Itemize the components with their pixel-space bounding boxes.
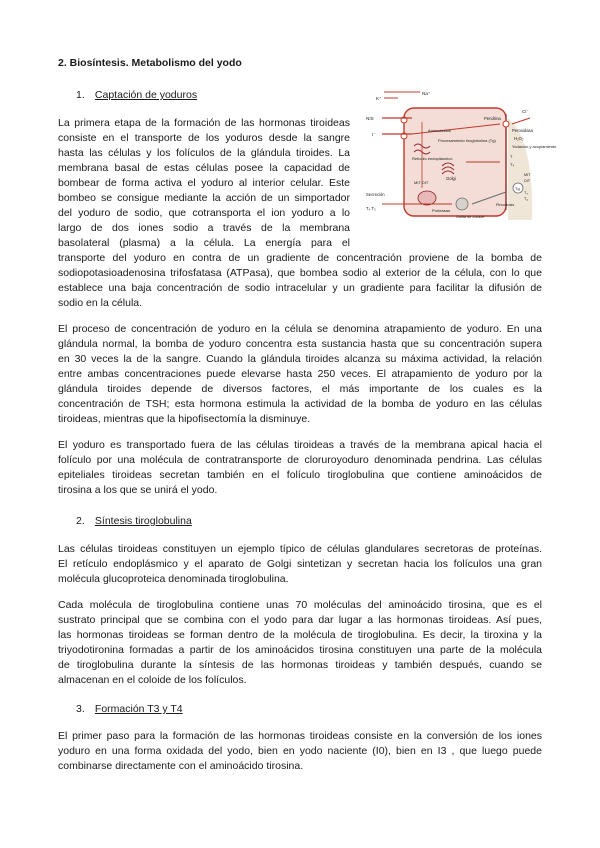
text-line: transporte del yoduro en contra de un gradiente de concentración proviene de la bomba de [58, 252, 542, 264]
text-line: basolateral (plasma) a la célula. La energía para el [58, 237, 350, 249]
text-line: concentración de TSH; esta hormona estimula la actividad de la bomba de yoduro en las células [58, 398, 542, 410]
label-na: Na⁺ [422, 91, 431, 96]
label-t3-colloid: T₃ [524, 191, 528, 195]
label-yodacion: Yodación y acoplamiento [512, 144, 557, 149]
label-procesamiento: Procesamiento tiroglobulina (Tg) [438, 138, 496, 143]
text-line: folículo por una molécula de contratransporte de cloruroyoduro denominada pendrina. Las células [58, 454, 542, 466]
text-line: El retículo endoplásmico y el aparato de Golgi sintetizan y secretan hacia los folículos una gran [58, 558, 542, 570]
pendrin-transporter [503, 121, 509, 127]
label-h2o2: H₂O₂ [514, 136, 524, 141]
section-number: 1. [76, 89, 85, 101]
arrow-iodide-colloid [512, 118, 530, 124]
text-line: sustrato principal que se combina con el yodo para dar lugar a las hormonas tiroideas. Así pues, [58, 614, 542, 626]
text-line: sodio en la célula. [58, 297, 143, 309]
text-line: tiroideas, mientras que la hipofisectomía la disminuye. [58, 413, 311, 425]
text-line: establece una baja concentración de sodio intracelular y un gradiente para facilitar la difusión de [58, 282, 542, 294]
section-number: 2. [76, 515, 85, 527]
label-t4-side: T₄ [510, 162, 515, 167]
paragraph-celulas-secretoras [58, 542, 542, 587]
label-pendrina: Pendrina [484, 116, 501, 121]
section-heading-captacion [76, 89, 197, 101]
section-number: 3. [76, 703, 85, 715]
paragraph-oxidacion [58, 729, 542, 774]
section-heading-text: Captación de yoduros [94, 89, 198, 101]
paragraph-captacion-intro-wrapped [58, 116, 350, 251]
text-line: bombear de forma activa el yoduro al interior celular. Este [58, 177, 350, 189]
text-line: triyodotironina formadas a partir de los aminoácidos tirosina constituyen una parte de la molécula [58, 644, 542, 656]
text-line: La primera etapa de la formación de las hormonas tiroideas [58, 117, 350, 129]
label-peroxidasa: Peroxidasa [512, 128, 533, 133]
colloid-droplet [456, 198, 468, 210]
text-line: El proceso de concentración de yoduro en la célula se denomina atrapamiento de yoduro. En una [58, 323, 542, 335]
paragraph-tirosina [58, 598, 542, 688]
label-cl: Cl⁻ [522, 109, 529, 114]
paragraph-pendrina [58, 438, 542, 498]
text-line: bombeo se consigue mediante la acción de un simportador [58, 192, 350, 204]
text-line: consiste en el transporte de los yoduros desde la sangre [58, 132, 350, 144]
section-heading-text: Síntesis tiroglobulina [94, 515, 192, 527]
label-aminoacidos: Aminoácidos [428, 128, 451, 133]
text-line: El primer paso para la formación de las hormonas tiroideas consiste en la conversión de los iones [58, 730, 542, 742]
text-line: de tiroglobulina durante la síntesis de las hormonas tiroideas y también después, cuando se [58, 659, 542, 671]
label-t-vertical: T [510, 154, 513, 159]
text-line: las hormonas tiroideas se forman dentro de la molécula de tiroglobulina. Es decir, la tiroxina y la [58, 629, 542, 641]
text-line: sodiopotasioadenosina trifosfatasa (ATPasa), que bombea sodio al exterior de la célula, con lo que [58, 267, 542, 279]
label-nis: NIS [366, 116, 374, 121]
label-secrecion: Secreción [366, 192, 385, 197]
text-line: tirosina a los que se unirá el yodo. [58, 484, 218, 496]
document-title: 2. Biosíntesis. Metabolismo del yodo [58, 57, 242, 69]
label-reticulo: Retículo endoplásmico [412, 156, 453, 161]
label-pinocitosis: Pinocitosis [496, 203, 515, 207]
section-heading-formacion [76, 703, 183, 715]
label-proteasas: Proteasas [432, 208, 451, 213]
text-line: Cada molécula de tiroglobulina contiene unas 70 moléculas del aminoácido tirosina, que es el [58, 599, 542, 611]
label-k: K⁺ [376, 96, 382, 101]
label-golgi: Golgi [446, 176, 456, 181]
nucleus [418, 191, 436, 205]
label-t4-t3: T₄ T₃ [366, 206, 376, 211]
text-line: membrana basal de estas células posee la capacidad de [58, 162, 350, 174]
text-line: molécula glucoproteica denominada tiroglobulina. [58, 573, 289, 585]
label-gotita: Gotita de coloide [456, 215, 485, 219]
label-dit: DIT [524, 179, 531, 183]
text-line: almacenan en el coloide de los folículos. [58, 674, 247, 686]
text-line: Las células tiroideas constituyen un ejemplo típico de células glandulares secretoras de proteínas. [58, 543, 542, 555]
text-line: glándula tiroides depende de diversos factores, el más importante de los cuales es la [58, 383, 542, 395]
section-heading-tiroglobulina [76, 515, 192, 527]
label-mit-dit: MIT DIT [414, 180, 429, 185]
text-line: hasta las células y los folículos de la glándula tiroides. La [58, 147, 350, 159]
label-mit: MIT [524, 173, 531, 177]
text-line: del yoduro de sodio, que cotransporta el ion yoduro a lo [58, 207, 350, 219]
text-line: combinarse directamente con el aminoácido tirosina. [58, 760, 304, 772]
text-line: epiteliales tiroideas secretan también en el folículo tiroglobulina que contiene aminoácidos de [58, 469, 542, 481]
label-i-minus: I⁻ [372, 132, 376, 137]
label-t4-colloid: T₄ [524, 197, 528, 201]
text-line: El yoduro es transportado fuera de las células tiroideas a través de la membrana apical hacia el [58, 439, 542, 451]
text-line: glándula normal, la bomba de yoduro concentra esta sustancia hasta que su concentración supera [58, 338, 542, 350]
text-line: yoduro en una forma oxidada del yodo, bien en yodo naciente (I0), bien en I3 , que luego puede [58, 745, 542, 757]
label-tg: Tg [515, 186, 520, 191]
text-line: largo de dos iones sodio a través de la membrana [58, 222, 350, 234]
thyroid-cell-diagram [362, 80, 557, 228]
text-line: en 30 veces la de la sangre. Cuando la glándula tiroides alcanza su máxima actividad, la relación [58, 353, 542, 365]
paragraph-captacion-intro-full [58, 251, 542, 311]
diagram-svg [362, 80, 557, 228]
text-line: entre ambas concentraciones puede elevarse hasta 250 veces. El atrapamiento de yoduro por la [58, 368, 542, 380]
paragraph-atrapamiento [58, 322, 542, 427]
section-heading-text: Formación T3 y T4 [94, 703, 183, 715]
